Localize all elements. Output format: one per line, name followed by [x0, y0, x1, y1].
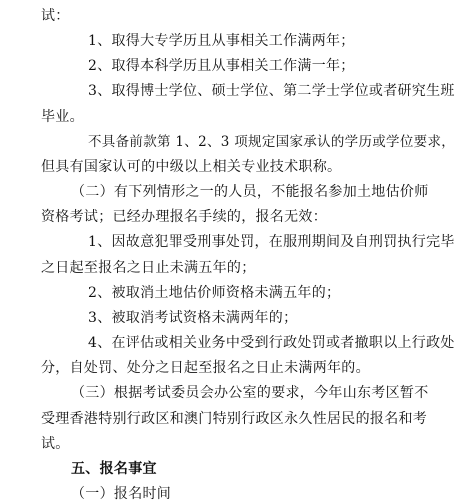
paragraph-line: 分，自处罚、处分之日起至报名之日止未满两年的。 [41, 360, 370, 376]
section-heading: 五、报名事宜 [71, 461, 157, 477]
text-line: 试。 [41, 436, 70, 452]
list-item: 2、取得本科学历且从事相关工作满一年； [88, 58, 355, 74]
paragraph-line: 之日起至报名之日止未满五年的； [41, 260, 256, 276]
list-item: 3、取得博士学位、硕士学位、第二学士学位或者研究生班 [88, 83, 455, 99]
list-item: 4、在评估或相关业务中受到行政处罚或者撤职以上行政处 [88, 335, 455, 351]
paragraph-line: 但具有国家认可的中级以上相关专业技术职称。 [41, 159, 342, 175]
paragraph-line: 不具备前款第 1、2、3 项规定国家承认的学历或学位要求， [88, 134, 456, 150]
list-item: 3、被取消考试资格未满两年的； [88, 310, 298, 326]
list-item: 1、取得大专学历且从事相关工作满两年； [88, 33, 355, 49]
paragraph-line: 资格考试；已经办理报名手续的，报名无效： [41, 209, 327, 225]
section-line: （三）根据考试委员会办公室的要求，今年山东考区暂不 [71, 385, 429, 401]
subsection-heading: （一）报名时间 [71, 486, 172, 502]
paragraph-line: 受理香港特别行政区和澳门特别行政区永久性居民的报名和考 [41, 411, 428, 427]
section-line: （二）有下列情形之一的人员，不能报名参加土地估价师 [71, 184, 429, 200]
text-line: 毕业。 [41, 109, 84, 125]
list-item: 1、因故意犯罪受刑事处罚，在服刑期间及自刑罚执行完毕 [88, 234, 455, 250]
list-item: 2、被取消土地估价师资格未满五年的； [88, 285, 341, 301]
text-line: 试： [41, 8, 70, 24]
